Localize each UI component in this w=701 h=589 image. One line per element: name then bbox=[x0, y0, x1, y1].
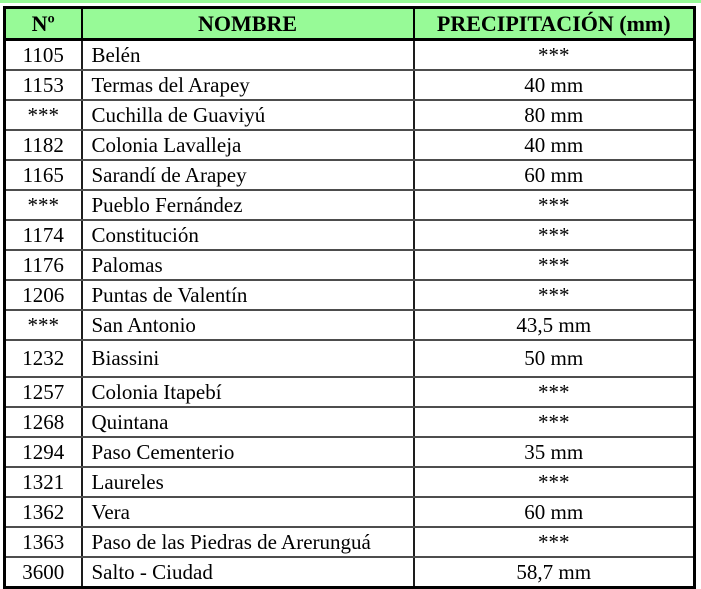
cell-nombre: Sarandí de Arapey bbox=[82, 160, 414, 190]
cell-numero: 1257 bbox=[5, 377, 82, 407]
cell-precipitacion: *** bbox=[414, 467, 695, 497]
cell-precipitacion: *** bbox=[414, 527, 695, 557]
cell-precipitacion: 35 mm bbox=[414, 437, 695, 467]
table-row bbox=[5, 377, 695, 407]
header-row bbox=[5, 8, 695, 40]
cell-nombre: Paso Cementerio bbox=[82, 437, 414, 467]
table-row bbox=[5, 467, 695, 497]
cell-nombre: Quintana bbox=[82, 407, 414, 437]
cell-numero: 1206 bbox=[5, 280, 82, 310]
cell-precipitacion: *** bbox=[414, 40, 695, 71]
cell-precipitacion: 50 mm bbox=[414, 340, 695, 377]
cell-nombre: Constitución bbox=[82, 220, 414, 250]
cell-nombre: Colonia Itapebí bbox=[82, 377, 414, 407]
header-numero: Nº bbox=[5, 8, 82, 40]
precipitation-table bbox=[3, 6, 696, 589]
cell-precipitacion: 40 mm bbox=[414, 70, 695, 100]
table-row bbox=[5, 220, 695, 250]
table-row bbox=[5, 100, 695, 130]
cell-nombre: Salto - Ciudad bbox=[82, 557, 414, 588]
table-row bbox=[5, 130, 695, 160]
cell-numero: 1182 bbox=[5, 130, 82, 160]
cell-numero: 1321 bbox=[5, 467, 82, 497]
cell-numero: 1232 bbox=[5, 340, 82, 377]
cell-precipitacion: 58,7 mm bbox=[414, 557, 695, 588]
cell-nombre: Belén bbox=[82, 40, 414, 71]
cell-nombre: Laureles bbox=[82, 467, 414, 497]
cell-nombre: Puntas de Valentín bbox=[82, 280, 414, 310]
cell-nombre: Paso de las Piedras de Arerunguá bbox=[82, 527, 414, 557]
cell-numero: 1268 bbox=[5, 407, 82, 437]
cell-precipitacion: *** bbox=[414, 377, 695, 407]
cell-precipitacion: 60 mm bbox=[414, 497, 695, 527]
cell-numero: *** bbox=[5, 100, 82, 130]
cell-nombre: Colonia Lavalleja bbox=[82, 130, 414, 160]
cell-precipitacion: 80 mm bbox=[414, 100, 695, 130]
table-row bbox=[5, 40, 695, 71]
header-nombre: NOMBRE bbox=[82, 8, 414, 40]
table-row bbox=[5, 250, 695, 280]
cell-nombre: Vera bbox=[82, 497, 414, 527]
cell-numero: *** bbox=[5, 190, 82, 220]
cell-precipitacion: *** bbox=[414, 280, 695, 310]
cell-numero: 3600 bbox=[5, 557, 82, 588]
cell-nombre: Pueblo Fernández bbox=[82, 190, 414, 220]
cell-nombre: Termas del Arapey bbox=[82, 70, 414, 100]
table-row bbox=[5, 527, 695, 557]
cell-numero: 1294 bbox=[5, 437, 82, 467]
cell-numero: 1362 bbox=[5, 497, 82, 527]
cell-numero: 1363 bbox=[5, 527, 82, 557]
table-row bbox=[5, 437, 695, 467]
cell-precipitacion: *** bbox=[414, 407, 695, 437]
top-green-strip bbox=[0, 0, 701, 3]
table-row bbox=[5, 190, 695, 220]
table-body bbox=[5, 40, 695, 588]
cell-nombre: Biassini bbox=[82, 340, 414, 377]
table-row bbox=[5, 310, 695, 340]
cell-numero: 1153 bbox=[5, 70, 82, 100]
table-row bbox=[5, 407, 695, 437]
table-row bbox=[5, 340, 695, 377]
cell-nombre: Cuchilla de Guaviyú bbox=[82, 100, 414, 130]
cell-precipitacion: *** bbox=[414, 220, 695, 250]
table-row bbox=[5, 557, 695, 588]
cell-nombre: San Antonio bbox=[82, 310, 414, 340]
table-row bbox=[5, 497, 695, 527]
table-row bbox=[5, 280, 695, 310]
cell-numero: 1176 bbox=[5, 250, 82, 280]
header-precipitacion: PRECIPITACIÓN (mm) bbox=[414, 8, 695, 40]
cell-nombre: Palomas bbox=[82, 250, 414, 280]
cell-precipitacion: 40 mm bbox=[414, 130, 695, 160]
cell-numero: *** bbox=[5, 310, 82, 340]
cell-numero: 1105 bbox=[5, 40, 82, 71]
cell-numero: 1174 bbox=[5, 220, 82, 250]
cell-precipitacion: 43,5 mm bbox=[414, 310, 695, 340]
cell-numero: 1165 bbox=[5, 160, 82, 190]
cell-precipitacion: *** bbox=[414, 250, 695, 280]
table-row bbox=[5, 160, 695, 190]
cell-precipitacion: 60 mm bbox=[414, 160, 695, 190]
table-row bbox=[5, 70, 695, 100]
cell-precipitacion: *** bbox=[414, 190, 695, 220]
